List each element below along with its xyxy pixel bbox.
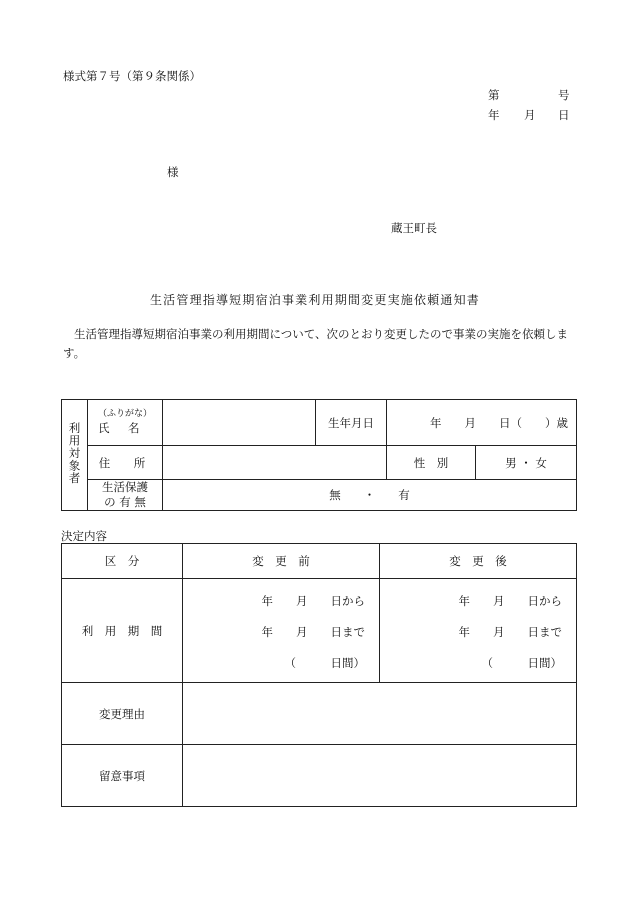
birthdate-label: 生年月日 — [316, 400, 387, 446]
period-before-from: 年 月 日から — [261, 594, 365, 608]
name-label: 氏 名 — [98, 421, 142, 435]
recipient-honorific: 様 — [167, 165, 179, 179]
period-after-field[interactable] — [380, 579, 577, 683]
subject-section-label: 利用対象者 — [62, 400, 88, 511]
period-row-label: 利 用 期 間 — [62, 579, 183, 683]
birthdate-field[interactable]: 年 月 日（ ）歳 — [387, 400, 577, 446]
subject-table — [61, 399, 577, 511]
reason-row-label: 変更理由 — [62, 683, 183, 745]
issue-date-month: 月 — [524, 108, 536, 122]
address-field[interactable] — [163, 446, 387, 480]
decision-table — [61, 543, 577, 807]
welfare-field[interactable]: 無 ・ 有 — [163, 480, 577, 511]
sender-name: 蔵王町長 — [391, 221, 437, 235]
period-before-field[interactable] — [183, 579, 380, 683]
notes-row-label: 留意事項 — [62, 745, 183, 807]
period-before-days: （ 日間） — [284, 656, 365, 670]
form-number: 様式第７号（第９条関係） — [63, 69, 201, 83]
furigana-label: （ふりがな） — [98, 409, 153, 419]
reason-field[interactable] — [183, 683, 577, 745]
issue-date-day: 日 — [558, 108, 570, 122]
period-after-from: 年 月 日から — [458, 594, 562, 608]
notes-field[interactable] — [183, 745, 577, 807]
document-title: 生活管理指導短期宿泊事業利用期間変更実施依頼通知書 — [149, 293, 480, 307]
sex-label: 性 別 — [387, 446, 476, 480]
col-after-header: 変 更 後 — [380, 544, 577, 579]
issue-date-year: 年 — [488, 108, 500, 122]
name-field[interactable] — [163, 400, 316, 446]
period-after-to: 年 月 日まで — [458, 625, 562, 639]
period-before-to: 年 月 日まで — [261, 625, 365, 639]
sex-field[interactable]: 男 ・ 女 — [476, 446, 577, 480]
document-body: 生活管理指導短期宿泊事業の利用期間について、次のとおり変更したので事業の実施を依頼します。 — [63, 327, 569, 360]
decision-section-label: 決定内容 — [61, 529, 107, 543]
document-number-prefix: 第 — [488, 88, 500, 102]
address-label: 住 所 — [88, 446, 163, 480]
document-number-suffix: 号 — [558, 88, 570, 102]
col-category-header: 区 分 — [62, 544, 183, 579]
name-label-cell — [88, 400, 163, 446]
period-after-days: （ 日間） — [481, 656, 562, 670]
welfare-label: 生活保護 の 有 無 — [88, 480, 163, 511]
col-before-header: 変 更 前 — [183, 544, 380, 579]
